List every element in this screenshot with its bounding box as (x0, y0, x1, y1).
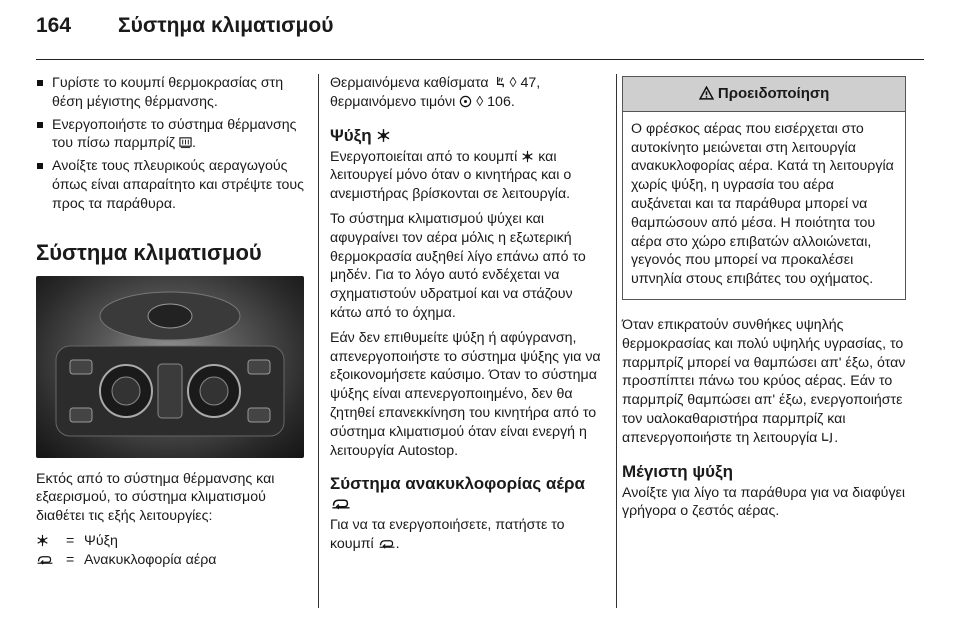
list-item-text: Γυρίστε το κουμπί θερμοκρασίας στη θέση μέγιστης θέρμανσης. (52, 75, 284, 110)
punctuation: . (191, 135, 196, 152)
paragraph: Εάν δεν επιθυμείτε ψύξη ή αφύγρανση, απενεργοποιήστε το σύστημα ψύξης για να εξοικονομήσετε καύσιμο. Όταν το σύστημα ψύξης είναι απενεργοποιημένο, δεν θα ζητηθεί επανεκκίνηση του κινητήρα από το σύστημα κλιματισμού όταν είναι ενεργή η λειτουργία Autostop. (330, 329, 601, 459)
page-reference: 47, (520, 75, 541, 91)
paragraph (330, 516, 606, 554)
list-item (36, 74, 304, 112)
recirculation-icon (378, 537, 396, 550)
punctuation: . (395, 536, 400, 553)
column-right (622, 74, 906, 527)
snowflake-icon (36, 534, 49, 547)
snowflake-icon (376, 128, 391, 143)
rear-window-heater-icon (179, 136, 192, 149)
climate-control-panel-photo (36, 276, 304, 458)
page-title: Σύστημα κλιματισμού (118, 14, 334, 37)
snowflake-icon (521, 150, 534, 163)
text: Για να τα ενεργοποιήσετε, πατήστε το κουμπί (330, 517, 565, 553)
text: Ενεργοποιείται από το κουμπί (330, 148, 518, 165)
heated-seat-icon (493, 76, 506, 89)
column-divider-2 (616, 74, 617, 608)
section-heading (330, 126, 606, 146)
list-item (36, 116, 304, 154)
text: θερμαινόμενο τιμόνι (330, 93, 456, 110)
column-divider-1 (318, 74, 319, 608)
warning-header (623, 77, 905, 112)
warning-text: Ο φρέσκος αέρας που εισέρχεται στο αυτοκίνητο μειώνεται στη λειτουργία ανακυκλοφορίας αέρα. Κατά τη λειτουργία χωρίς ψύξη, η υγρασία του αέρα αυξάνεται και τα παράθυρα μπορεί να θαμπώσουν από μέσα. Η ποιότητα του αέρα στο χώρο επιβατών αλλοιώνεται, γεγονός που μπορεί να προκαλέσει υπνηλία στους επιβάτες του οχήματος. (631, 120, 894, 288)
section-heading: Σύστημα κλιματισμού (36, 239, 262, 265)
list-item-text: Ενεργοποιήστε το σύστημα θέρμανσης του πίσω παρμπρίζ (52, 116, 297, 152)
paragraph (330, 74, 606, 112)
list-item-text: Ανοίξτε τους πλευρικούς αεραγωγούς όπως είναι απαραίτητο και στρέψτε τους προς τα παράθυρα. (52, 158, 304, 212)
warning-triangle-icon (699, 86, 714, 100)
recirculation-icon (330, 496, 352, 511)
legend-row (36, 532, 304, 551)
heated-steering-wheel-icon (459, 95, 472, 108)
list-item (36, 157, 304, 213)
bullet-square-icon (37, 163, 43, 169)
text: Θερμαινόμενα καθίσματα (330, 75, 489, 91)
paragraph (330, 148, 606, 204)
paragraph: Το σύστημα κλιματισμού ψύχει και αφυγραίνει τον αέρα μόλις η εξωτερική θερμοκρασία αυξηθεί λίγο επάνω από το μηδέν. Για το λόγο αυτό ενδέχεται να σχηματιστούν υδρατμοί και να στάζουν κάτω από το όχημα. (330, 210, 586, 321)
heading-text: Ψύξη (330, 125, 372, 145)
section-heading: Μέγιστη ψύξη (622, 461, 733, 481)
warning-box (622, 76, 906, 300)
header-rule (36, 59, 924, 60)
recirculation-icon (36, 553, 54, 566)
reference-arrow-icon: ◊ (509, 75, 517, 91)
punctuation: . (834, 429, 839, 446)
paragraph: Ανοίξτε για λίγο τα παράθυρα για να διαφύγει γρήγορα ο ζεστός αέρας. (622, 484, 906, 520)
auto-recirculation-icon (821, 431, 834, 444)
page-reference: 106. (487, 93, 515, 110)
control-panel-illustration (36, 276, 304, 458)
column-middle (330, 74, 606, 560)
column-left (36, 74, 304, 570)
bullet-square-icon (37, 122, 43, 128)
bullet-square-icon (37, 80, 43, 86)
section-heading (330, 474, 606, 514)
legend-row (36, 551, 304, 570)
paragraph (622, 316, 906, 448)
legend-label: Ανακυκλοφορία αέρα (84, 551, 217, 568)
page-number: 164 (36, 14, 72, 37)
paragraph: Εκτός από το σύστημα θέρμανσης και εξαερισμού, το σύστημα κλιματισμού διαθέτει τις εξής λειτουργίες: (36, 470, 275, 525)
warning-title: Προειδοποίηση (717, 85, 830, 102)
text: Όταν επικρατούν συνθήκες υψηλής θερμοκρασίας και πολύ υψηλής υγρασίας, το παρμπρίζ μπορεί να θαμπώσει απ' έξω, όταν προσπίπτει πάνω του κρύος αέρας. Εάν το παρμπρίζ θαμπώσει απ' έξω, ενεργοποιήστε τον υαλοκαθαριστήρα παρμπρίζ και απενεργοποιήστε τη λειτουργία (622, 316, 906, 446)
legend-equals: = (66, 551, 75, 568)
heading-text: Σύστημα ανακυκλοφορίας αέρα (330, 474, 585, 494)
text: και λειτουργεί μόνο όταν ο κινητήρας και ο ανεμιστήρας βρίσκονται σε λειτουργία. (330, 148, 572, 203)
legend-equals: = (66, 532, 75, 549)
reference-arrow-icon: ◊ (476, 93, 484, 110)
legend-label: Ψύξη (84, 532, 118, 549)
